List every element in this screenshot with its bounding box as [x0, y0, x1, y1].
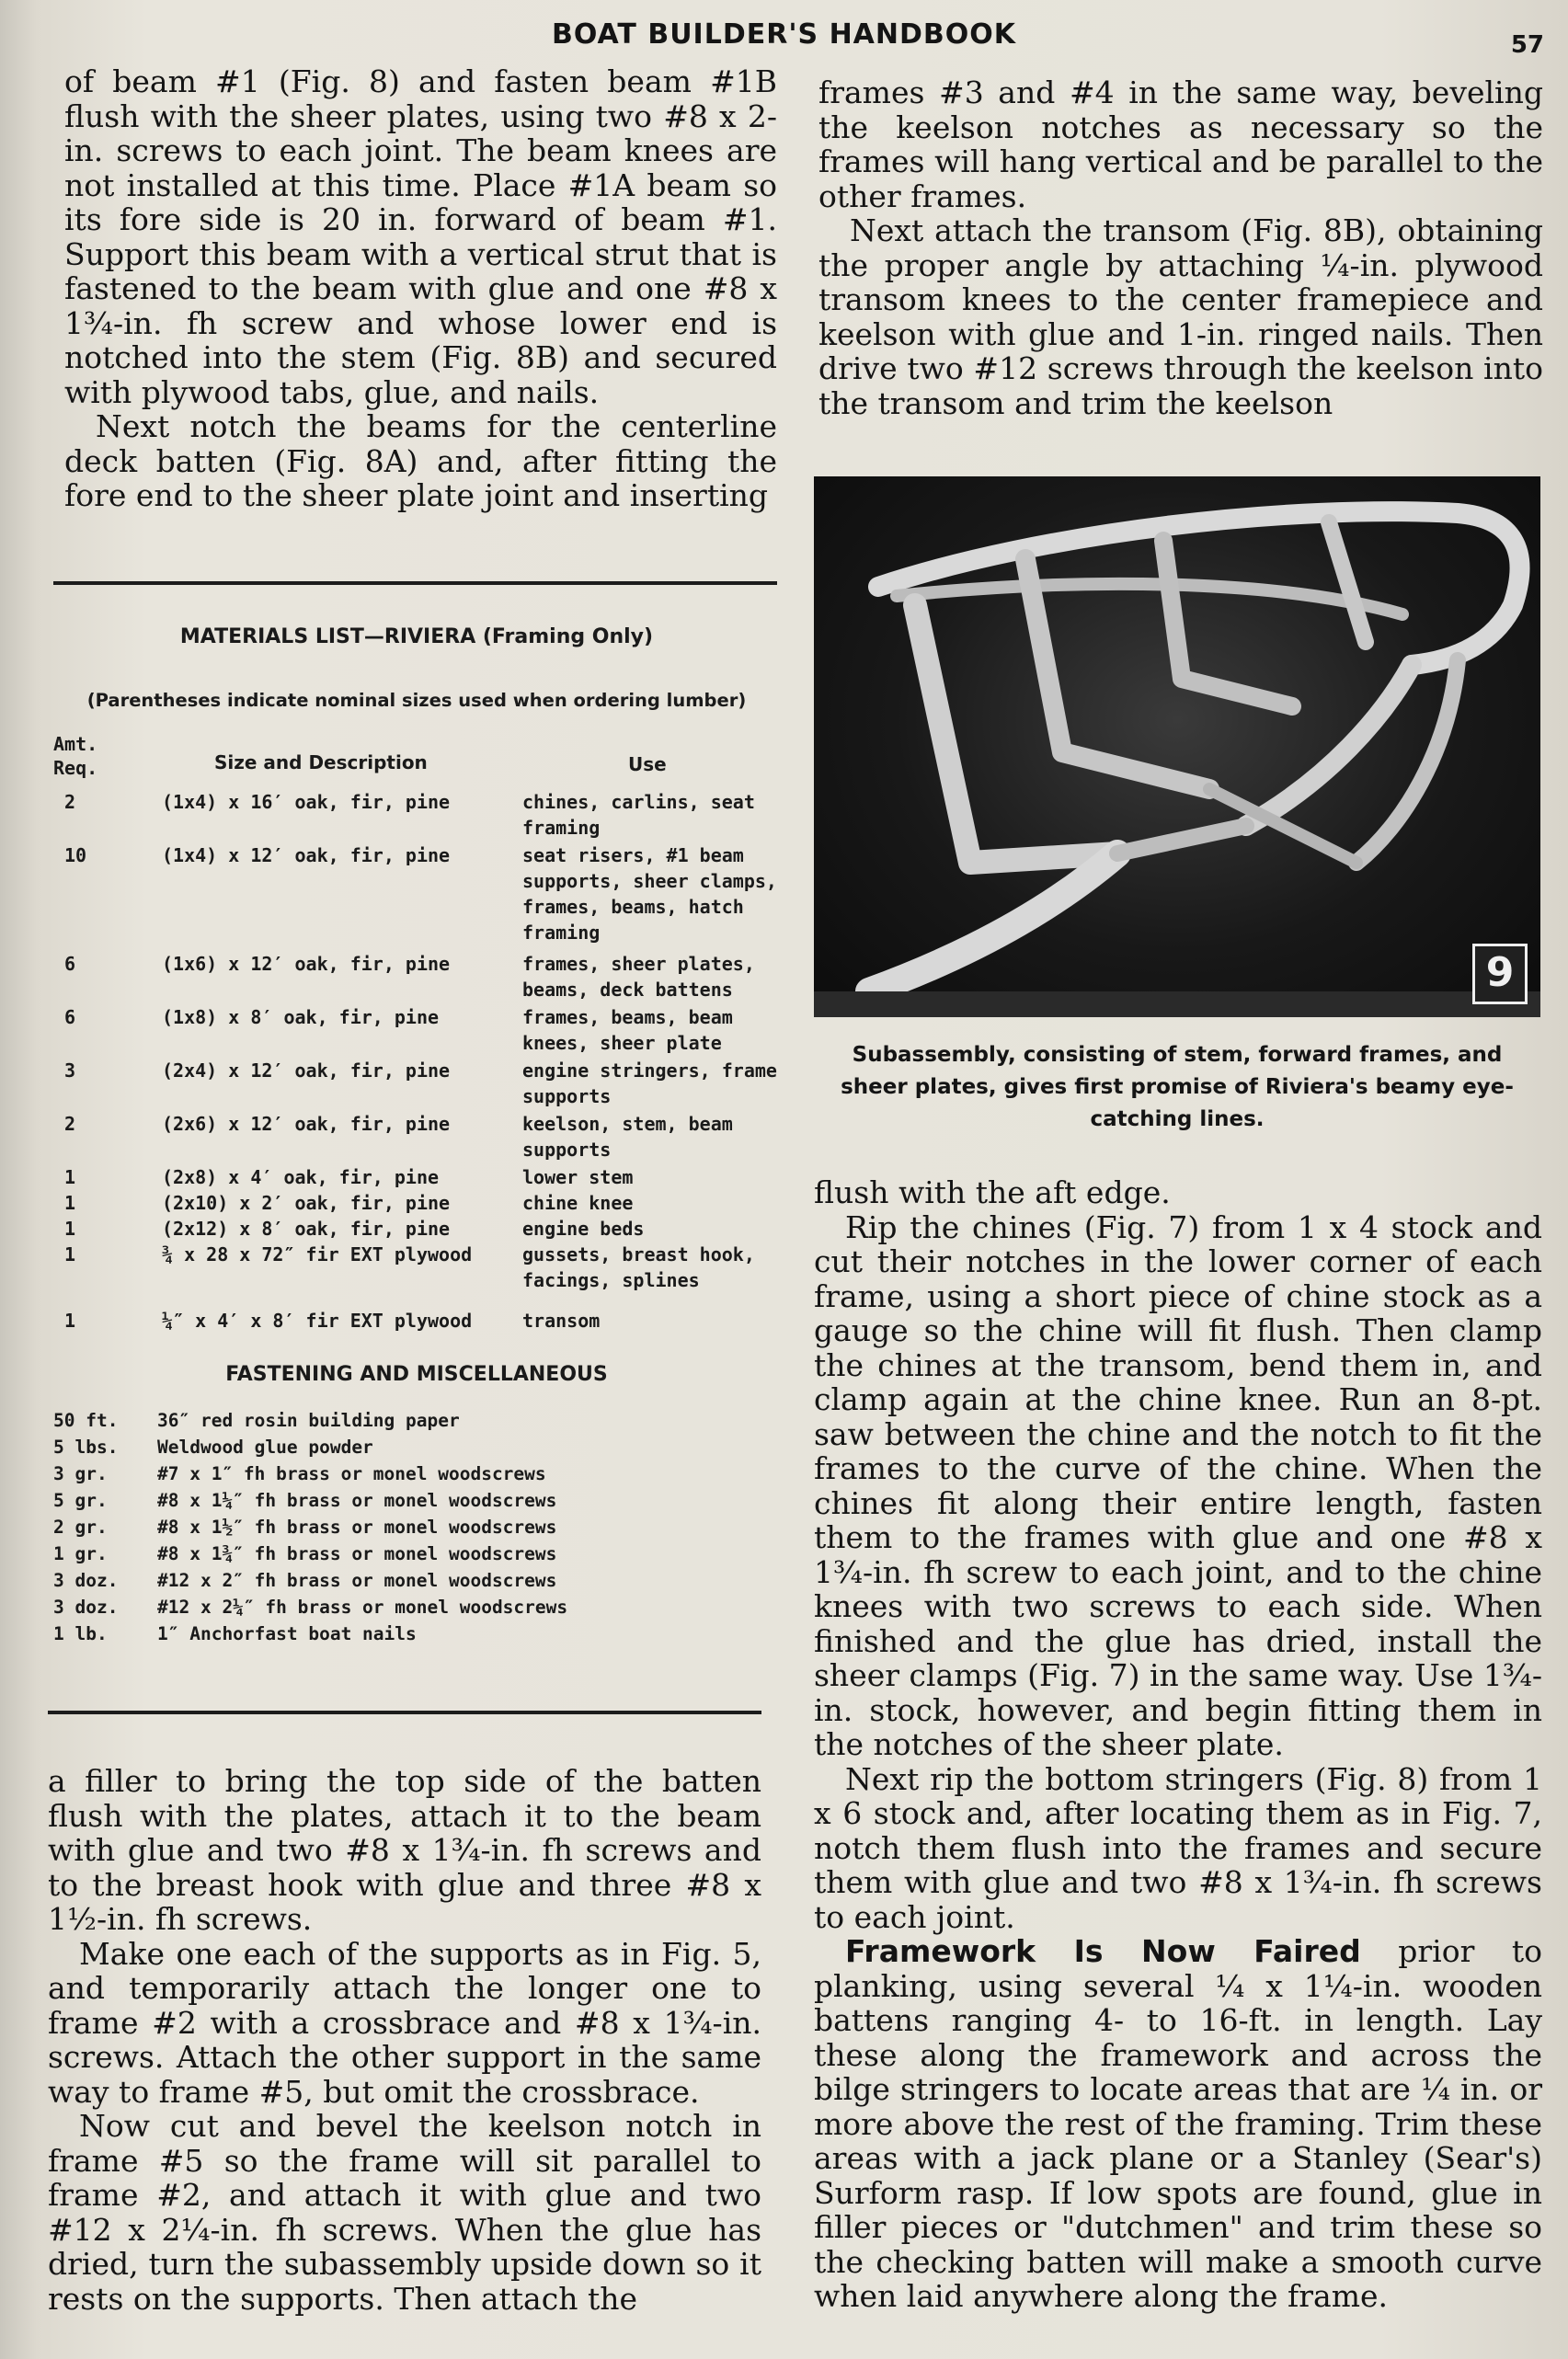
row-amount: 3 — [64, 1059, 76, 1082]
column-1-bottom — [48, 1764, 761, 2316]
paragraph: Make one each of the supports as in Fig. 5, and temporarily attach the longer one to frame #2 with a crossbrace and #8 x 1¾-in. screws. Attach the other support in the same way to frame #5, but omit the crossbrace. — [48, 1935, 761, 2110]
row-use: gussets, breast hook, facings, splines — [522, 1243, 755, 1291]
paragraph: frames #3 and #4 in the same way, beveling the keelson notches as necessary so the frames will hang vertical and be parallel to the other frames. — [818, 74, 1543, 214]
paragraph: of beam #1 (Fig. 8) and fasten beam #1B flush with the sheer plates, using two #8 x 2-in. screws to each joint. The beam knees are not installed at this time. Place #1A beam so its fore side is 20 in. forward of beam #1. Support this beam with a vertical strut that is fastened to the beam with glue and one #8 x 1¾-in. fh screw and whose lower end is notched into the stem (Fig. 8B) and secured with plywood tabs, glue, and nails. — [64, 63, 777, 410]
paragraph: Next rip the bottom stringers (Fig. 8) from 1 x 6 stock and, after locating them as in Fig. 7, notch them flush into the frames and secure them with glue and two #8 x 1¾-in. fh screws to each joint. — [814, 1760, 1542, 1935]
row-use: transom — [522, 1310, 601, 1332]
fastening-amount: 3 doz. — [53, 1570, 119, 1591]
running-head: BOAT BUILDER'S HANDBOOK — [551, 18, 1017, 51]
row-size: ¾ x 28 x 72″ fir EXT plywood — [162, 1243, 473, 1265]
paragraph: Next notch the beams for the centerline deck batten (Fig. 8A) and, after fitting the fore end to the sheer plate joint and inserting — [64, 408, 777, 513]
row-amount: 1 — [64, 1192, 76, 1214]
fastening-desc: #7 x 1″ fh brass or monel woodscrews — [157, 1463, 546, 1484]
paragraph-text: prior to planking, using several ¼ x 1¼-in. wooden battens ranging 4- to 16-ft. in length. Lay these along the framework and across the bilge stringers to locate areas that are ¼ in. or more above the rest of the framing. Trim these areas with a jack plane or a Stanley (Sear's) Surform rasp. If low spots are found, glue in filler pieces or "dutchmen" and trim these so the checking batten will make a smooth curve when laid anywhere along the frame. — [814, 1933, 1542, 2314]
fastening-desc: #8 x 1¼″ fh brass or monel woodscrews — [157, 1490, 557, 1511]
fastening-amount: 3 gr. — [53, 1463, 108, 1484]
row-size: (2x8) x 4′ oak, fir, pine — [162, 1166, 440, 1188]
run-in-heading: Framework Is Now Faired — [845, 1933, 1361, 1969]
row-amount: 6 — [64, 953, 76, 975]
fastening-desc: 36″ red rosin building paper — [157, 1410, 460, 1431]
row-use: chines, carlins, seat framing — [522, 791, 755, 839]
fastening-amount: 5 gr. — [53, 1490, 108, 1511]
row-amount: 1 — [64, 1218, 76, 1240]
fastening-desc: #8 x 1½″ fh brass or monel woodscrews — [157, 1517, 557, 1538]
figure-caption: Subassembly, consisting of stem, forward frames, and sheer plates, gives first promise of Riviera's beamy eye-catching lines. — [841, 1043, 1514, 1131]
row-use: keelson, stem, beam supports — [522, 1113, 733, 1161]
paragraph: flush with the aft edge. — [814, 1174, 1171, 1210]
row-use: chine knee — [522, 1192, 634, 1214]
column-header-size: Size and Description — [214, 751, 428, 773]
paragraph: Rip the chines (Fig. 7) from 1 x 4 stock and cut their notches in the lower corner of each frame, using a short piece of chine stock as a gauge so the chine will fit flush. Then clamp the chines at the transom, bend them in, and clamp again at the chine knee. Run an 8-pt. saw between the chine and the notch to fit the frames to the curve of the chine. When the chines fit along their entire length, fasten them to the frames with glue and one #8 x 1¾-in. fh screw to each joint, and to the chine knees with two screws to each side. When finished and the glue has dried, install the sheer clamps (Fig. 7) in the same way. Use 1¾-in. stock, however, and begin fitting them in the notches of the sheer plate. — [814, 1208, 1542, 1762]
row-amount: 1 — [64, 1310, 76, 1332]
fastening-desc: #8 x 1¾″ fh brass or monel woodscrews — [157, 1543, 557, 1564]
paragraph — [814, 1934, 1542, 2314]
row-amount: 1 — [64, 1243, 76, 1265]
row-amount: 1 — [64, 1166, 76, 1188]
row-size: (2x6) x 12′ oak, fir, pine — [162, 1113, 451, 1135]
row-use: frames, sheer plates, beams, deck battens — [522, 953, 755, 1001]
row-size: (1x4) x 12′ oak, fir, pine — [162, 844, 451, 866]
fastening-amount: 2 gr. — [53, 1517, 108, 1538]
row-amount: 2 — [64, 1113, 76, 1135]
row-size: (1x6) x 12′ oak, fir, pine — [162, 953, 451, 975]
column-2-bottom — [814, 1175, 1542, 2314]
column-1-top — [64, 64, 777, 513]
paragraph: Next attach the transom (Fig. 8B), obtaining the proper angle by attaching ¼-in. plywood transom knees to the center framepiece and keelson with glue and 1-in. ringed nails. Then drive two #12 screws through the keelson into the transom and trim the keelson — [818, 212, 1543, 421]
page-number: 57 — [1510, 31, 1544, 59]
fastening-desc: #12 x 2″ fh brass or monel woodscrews — [157, 1570, 557, 1591]
materials-title: MATERIALS LIST—RIVIERA (Framing Only) — [179, 625, 654, 648]
row-size: (2x10) x 2′ oak, fir, pine — [162, 1192, 451, 1214]
fastening-amount: 5 lbs. — [53, 1437, 119, 1458]
row-use: frames, beams, beam knees, sheer plate — [522, 1006, 733, 1054]
column-header-use: Use — [628, 753, 667, 775]
row-use: engine beds — [522, 1218, 645, 1240]
figure-number-badge: 9 — [1472, 944, 1528, 1004]
paragraph: a filler to bring the top side of the batten flush with the plates, attach it to the beam with glue and two #8 x 1¾-in. fh screws and to the breast hook with glue and three #8 x 1½-in. fh screws. — [48, 1763, 761, 1937]
fastening-amount: 3 doz. — [53, 1597, 119, 1618]
materials-subtitle: (Parentheses indicate nominal sizes used when ordering lumber) — [86, 690, 747, 711]
fastening-title: FASTENING AND MISCELLANEOUS — [225, 1363, 608, 1386]
materials-bottom-rule — [48, 1711, 761, 1714]
paragraph: Now cut and bevel the keelson notch in frame #5 so the frame will sit parallel to frame #2, and attach it with glue and two #12 x 2¼-in. fh screws. When the glue has dried, turn the subassembly upside down so it rests on the supports. Then attach the — [48, 2108, 761, 2317]
fastening-desc: #12 x 2¼″ fh brass or monel woodscrews — [157, 1597, 568, 1618]
row-size: ¼″ x 4′ x 8′ fir EXT plywood — [162, 1310, 473, 1332]
row-amount: 2 — [64, 791, 76, 813]
figure-9-photo — [814, 476, 1540, 1017]
page-header — [0, 18, 1568, 64]
row-size: (2x4) x 12′ oak, fir, pine — [162, 1059, 451, 1082]
fastening-amount: 50 ft. — [53, 1410, 119, 1431]
row-size: (1x8) x 8′ oak, fir, pine — [162, 1006, 440, 1028]
column-2-top — [818, 75, 1543, 420]
fastening-amount: 1 gr. — [53, 1543, 108, 1564]
boat-frame-illustration — [814, 476, 1540, 1017]
fastening-desc: 1″ Anchorfast boat nails — [157, 1623, 417, 1644]
row-use: lower stem — [522, 1166, 634, 1188]
row-size: (1x4) x 16′ oak, fir, pine — [162, 791, 451, 813]
row-size: (2x12) x 8′ oak, fir, pine — [162, 1218, 451, 1240]
fastening-desc: Weldwood glue powder — [157, 1437, 373, 1458]
column-header-amount: Amt. Req. — [53, 733, 98, 779]
fastening-amount: 1 lb. — [53, 1623, 108, 1644]
materials-top-rule — [53, 581, 777, 585]
row-amount: 10 — [64, 844, 87, 866]
row-amount: 6 — [64, 1006, 76, 1028]
row-use: engine stringers, frame supports — [522, 1059, 777, 1107]
row-use: seat risers, #1 beam supports, sheer clamps, frames, beams, hatch framing — [522, 844, 777, 944]
